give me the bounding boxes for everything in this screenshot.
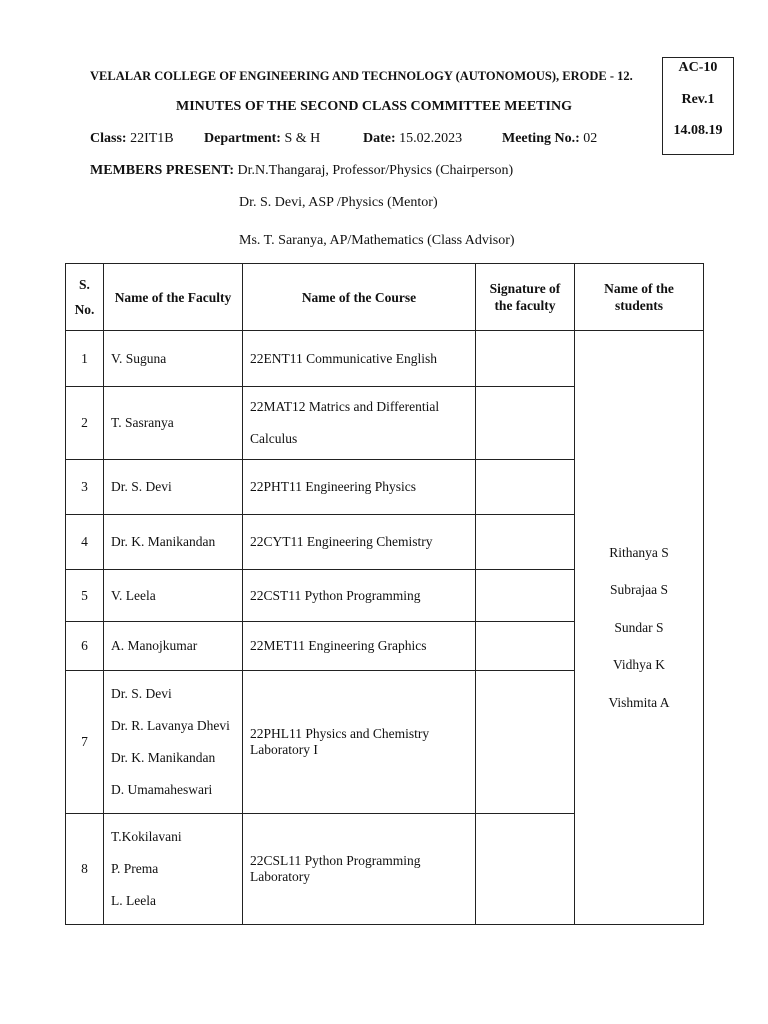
signature-cell bbox=[476, 515, 575, 570]
date-value: 15.02.2023 bbox=[395, 131, 463, 146]
row-course: 22PHT11 Engineering Physics bbox=[243, 460, 476, 515]
signature-cell bbox=[476, 622, 575, 671]
faculty-course-table bbox=[65, 263, 704, 925]
row-faculty: Dr. K. Manikandan bbox=[104, 515, 243, 570]
row-sno: 2 bbox=[66, 387, 104, 460]
class-label: Class: bbox=[90, 131, 127, 146]
row-course: 22MET11 Engineering Graphics bbox=[243, 622, 476, 671]
header-sno: S. No. bbox=[66, 264, 104, 331]
row-course: 22MAT12 Matrics and Differential Calculus bbox=[243, 387, 476, 460]
date-label: Date: bbox=[363, 131, 396, 146]
students-cell bbox=[575, 331, 704, 925]
row-sno: 5 bbox=[66, 570, 104, 622]
meeting-info bbox=[502, 131, 597, 147]
member-mentor: Dr. S. Devi, ASP /Physics (Mentor) bbox=[239, 195, 438, 210]
row-sno: 8 bbox=[66, 814, 104, 925]
signature-cell bbox=[476, 570, 575, 622]
student-name: Vidhya K bbox=[612, 657, 666, 673]
meeting-label: Meeting No.: bbox=[502, 131, 580, 146]
doc-revision: Rev.1 bbox=[681, 92, 715, 107]
row-sno: 3 bbox=[66, 460, 104, 515]
date-info bbox=[363, 131, 462, 147]
header-course: Name of the Course bbox=[243, 264, 476, 331]
student-name: Vishmita A bbox=[608, 694, 670, 710]
row-course: 22CSL11 Python Programming Laboratory bbox=[243, 814, 476, 925]
class-info bbox=[90, 131, 174, 147]
table-row bbox=[66, 331, 704, 387]
members-label: MEMBERS PRESENT: bbox=[90, 163, 235, 178]
student-name: Sundar S bbox=[614, 619, 664, 635]
class-value: 22IT1B bbox=[126, 131, 174, 146]
student-name: Rithanya S bbox=[609, 544, 669, 560]
signature-cell bbox=[476, 814, 575, 925]
college-name: VELALAR COLLEGE OF ENGINEERING AND TECHNOLOGY (AUTONOMOUS), ERODE - 12. bbox=[90, 69, 633, 83]
signature-cell bbox=[476, 387, 575, 460]
department-label: Department: bbox=[204, 131, 281, 146]
meeting-value: 02 bbox=[579, 131, 598, 146]
document-code-box bbox=[662, 57, 734, 155]
row-faculty: A. Manojkumar bbox=[104, 622, 243, 671]
row-course: 22PHL11 Physics and Chemistry Laboratory I bbox=[243, 671, 476, 814]
row-faculty: Dr. S. Devi bbox=[104, 460, 243, 515]
department-info bbox=[204, 131, 320, 147]
row-course: 22CYT11 Engineering Chemistry bbox=[243, 515, 476, 570]
member-chairperson: Dr.N.Thangaraj, Professor/Physics (Chairperson) bbox=[234, 163, 514, 178]
row-sno: 6 bbox=[66, 622, 104, 671]
signature-cell bbox=[476, 460, 575, 515]
row-sno: 1 bbox=[66, 331, 104, 387]
row-faculty: T.Kokilavani P. Prema L. Leela bbox=[104, 814, 243, 925]
page-title: MINUTES OF THE SECOND CLASS COMMITTEE MEETING bbox=[176, 99, 572, 114]
header-faculty: Name of the Faculty bbox=[104, 264, 243, 331]
table-header-row bbox=[66, 264, 704, 331]
student-name: Subrajaa S bbox=[609, 582, 669, 598]
department-value: S & H bbox=[280, 131, 321, 146]
row-course: 22ENT11 Communicative English bbox=[243, 331, 476, 387]
doc-revision-date: 14.08.19 bbox=[673, 123, 723, 138]
header-students: Name of the students bbox=[575, 264, 704, 331]
signature-cell bbox=[476, 671, 575, 814]
row-faculty: V. Leela bbox=[104, 570, 243, 622]
members-present bbox=[90, 163, 513, 179]
member-class-advisor: Ms. T. Saranya, AP/Mathematics (Class Advisor) bbox=[239, 233, 515, 248]
row-sno: 7 bbox=[66, 671, 104, 814]
row-faculty: T. Sasranya bbox=[104, 387, 243, 460]
row-faculty: Dr. S. Devi Dr. R. Lavanya Dhevi Dr. K. Manikandan D. Umamaheswari bbox=[104, 671, 243, 814]
header-signature: Signature of the faculty bbox=[476, 264, 575, 331]
doc-code: AC-10 bbox=[678, 60, 718, 75]
signature-cell bbox=[476, 331, 575, 387]
row-faculty: V. Suguna bbox=[104, 331, 243, 387]
row-sno: 4 bbox=[66, 515, 104, 570]
row-course: 22CST11 Python Programming bbox=[243, 570, 476, 622]
